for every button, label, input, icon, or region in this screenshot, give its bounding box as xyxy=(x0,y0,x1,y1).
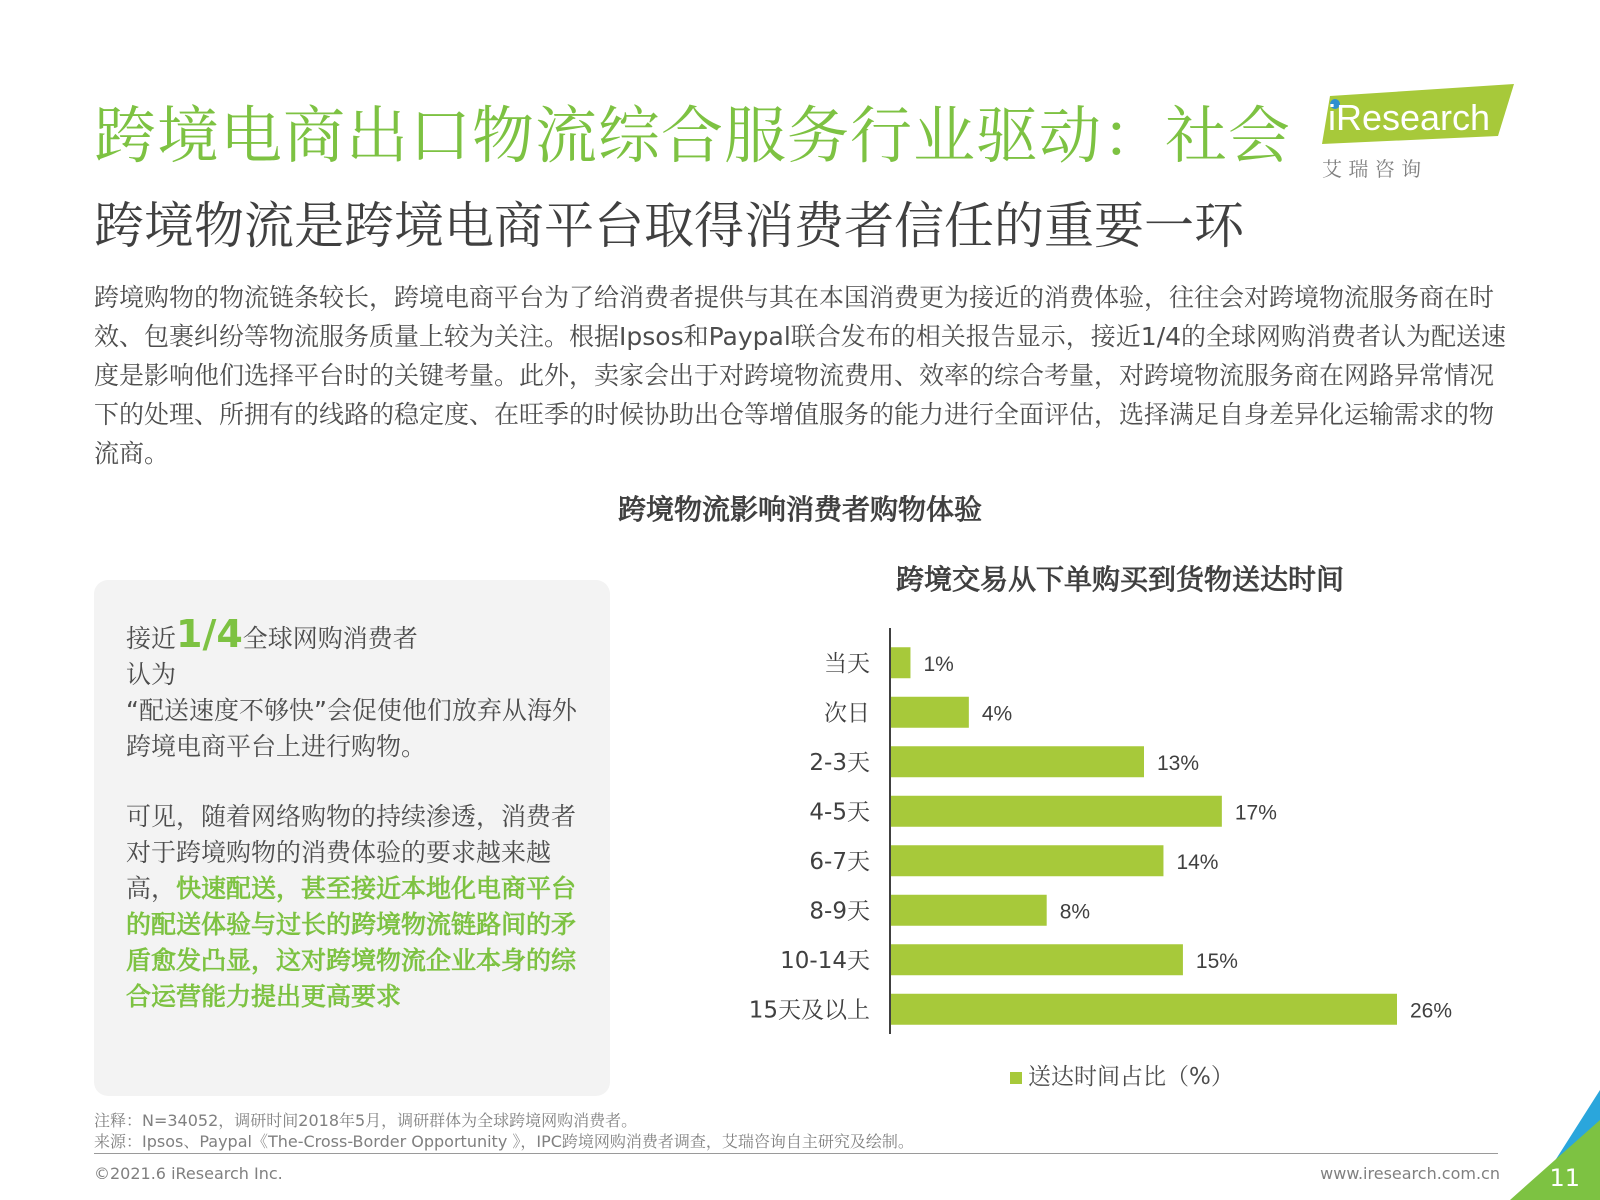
category-label: 次日 xyxy=(824,700,870,727)
value-label: 1% xyxy=(923,652,954,676)
chart-title: 跨境交易从下单购买到货物送达时间 xyxy=(895,563,1344,596)
value-label: 17% xyxy=(1234,801,1277,825)
value-label: 15% xyxy=(1195,949,1238,973)
bar xyxy=(891,845,1163,876)
logo-text: iResearch xyxy=(1328,97,1491,138)
callout-big-number: 1/4 xyxy=(176,612,243,656)
legend-label: 送达时间占比（%） xyxy=(1028,1064,1234,1090)
category-label: 2-3天 xyxy=(809,749,870,776)
callout-headline xyxy=(126,612,596,657)
bar xyxy=(891,746,1144,777)
bar xyxy=(891,647,910,678)
footnote-source: 来源：Ipsos、Paypal《The-Cross-Border Opportunity 》，IPC跨境网购消费者调查，艾瑞咨询自主研究及绘制。 xyxy=(94,1132,914,1151)
bar xyxy=(891,796,1222,827)
callout-box xyxy=(94,580,610,1096)
callout-suffix: 全球网购消费者 xyxy=(242,624,418,653)
footnote-note: 注释：N=34052，调研时间2018年5月，调研群体为全球跨境网购消费者。 xyxy=(94,1111,638,1130)
chart-legend xyxy=(1010,1058,1234,1091)
callout-prefix: 接近 xyxy=(126,624,177,653)
category-label: 10-14天 xyxy=(780,947,870,974)
page-subtitle: 跨境物流是跨境电商平台取得消费者信任的重要一环 xyxy=(94,197,1244,255)
copyright: ©2021.6 iResearch Inc. xyxy=(94,1164,283,1183)
iresearch-logo xyxy=(1318,84,1528,180)
value-label: 14% xyxy=(1176,850,1219,874)
value-label: 13% xyxy=(1157,751,1200,775)
category-label: 15天及以上 xyxy=(748,997,870,1024)
category-label: 4-5天 xyxy=(809,799,870,826)
callout-line3: “配送速度不够快”会促使他们放弃从海外跨境电商平台上进行购物。 xyxy=(126,696,577,761)
logo-subtext: 艾 瑞 咨 询 xyxy=(1322,157,1422,180)
intro-paragraph: 跨境购物的物流链条较长，跨境电商平台为了给消费者提供与其在本国消费更为接近的消费体验，往往会对跨境物流服务商在时效、包裹纠纷等物流服务质量上较为关注。根据Ipsos和Paypal联合发布的相关报告显示，接近1/4的全球网购消费者认为配送速度是影响他们选择平台时的关键考量。此外，卖家会出于对跨境物流费用、效率的综合考量，对跨境物流服务商在网路异常情况下的处理、所拥有的线路的稳定度、在旺季的时候协助出仓等增值服务的能力进行全面评估，选择满足自身差异化运输需求的物流商。 xyxy=(94,283,1507,468)
category-label: 当天 xyxy=(824,650,870,677)
page-title: 跨境电商出口物流综合服务行业驱动：社会 xyxy=(94,99,1292,172)
bar xyxy=(891,895,1047,926)
value-label: 26% xyxy=(1410,999,1453,1023)
value-label: 4% xyxy=(981,702,1013,726)
section-title: 跨境物流影响消费者购物体验 xyxy=(617,493,982,526)
category-label: 8-9天 xyxy=(809,898,870,925)
callout-line2: 认为 xyxy=(126,660,177,689)
page-number: 11 xyxy=(1549,1164,1580,1192)
category-label: 6-7天 xyxy=(809,848,870,875)
bar xyxy=(891,697,969,728)
callout-paragraph xyxy=(126,799,596,1015)
legend-swatch xyxy=(1010,1072,1022,1084)
footer-divider xyxy=(94,1153,1498,1154)
footnote xyxy=(94,1110,914,1152)
bar xyxy=(891,994,1397,1025)
bar xyxy=(891,944,1183,975)
website-url: www.iresearch.com.cn xyxy=(1320,1164,1500,1183)
callout-para-highlight: 快速配送，甚至接近本地化电商平台的配送体验与过长的跨境物流链路间的矛盾愈发凸显，这对跨境物流企业本身的综合运营能力提出更高要求 xyxy=(126,874,577,1011)
bar-chart xyxy=(700,620,1500,1040)
callout-para-plain: 可见，随着网络购物的持续渗透，消费者对于跨境购物的消费体验的要求越来越高， xyxy=(126,802,577,903)
value-label: 8% xyxy=(1059,900,1091,924)
